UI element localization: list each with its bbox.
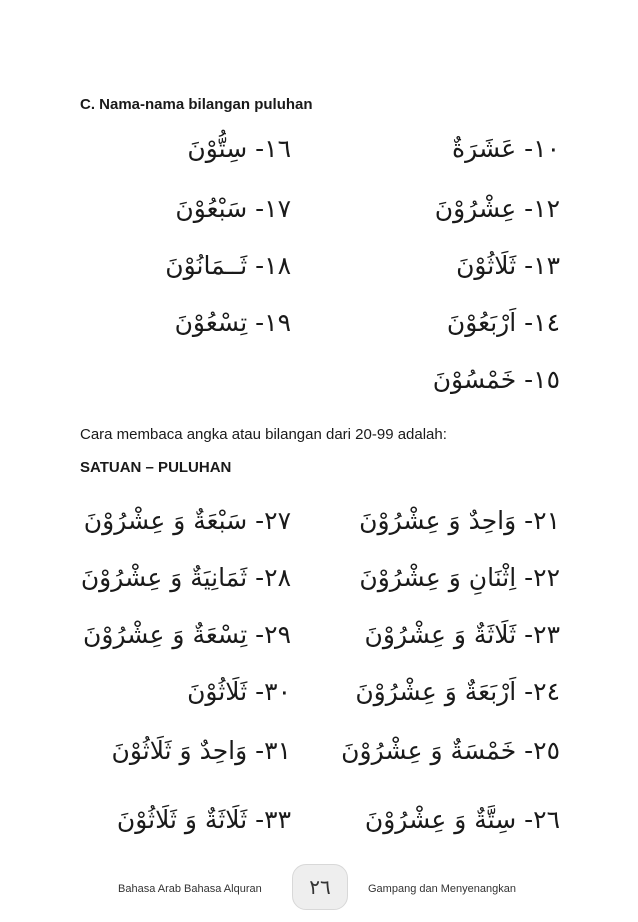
list-item: ١٩- تِسْعُوْنَ — [174, 308, 291, 337]
item-word: ثَلَاثُوْنَ — [187, 677, 248, 706]
item-word: خَمْسَةٌ وَ عِشْرُوْنَ — [341, 736, 517, 765]
item-word: ثَلَاثَةٌ وَ ثَلَاثُوْنَ — [116, 805, 248, 834]
item-word: ثَلَاثَةٌ وَ عِشْرُوْنَ — [364, 620, 517, 649]
page-number: ٢٦ — [292, 864, 348, 910]
item-number: ٢٤ — [533, 677, 560, 706]
item-word: تِسْعَةٌ وَ عِشْرُوْنَ — [83, 620, 248, 649]
item-word: وَاحِدٌ وَ عِشْرُوْنَ — [359, 506, 517, 535]
list-item: ٢٧- سَبْعَةٌ وَ عِشْرُوْنَ — [83, 506, 291, 535]
item-number: ٢٣ — [533, 620, 560, 649]
intro-text: Cara membaca angka atau bilangan dari 20-99 adalah: — [80, 426, 447, 443]
item-word: وَاحِدٌ وَ ثَلَاثُوْنَ — [111, 736, 248, 765]
item-word: اِثْنَانِ وَ عِشْرُوْنَ — [359, 563, 517, 592]
list-item: ٣٣- ثَلَاثَةٌ وَ ثَلَاثُوْنَ — [116, 805, 291, 834]
list-item: ٢٨- ثَمَانِيَةٌ وَ عِشْرُوْنَ — [80, 563, 291, 592]
item-number: ١٠ — [533, 134, 560, 163]
item-word: اَرْبَعَةٌ وَ عِشْرُوْنَ — [355, 677, 517, 706]
item-word: سِتُّوْنَ — [187, 134, 248, 163]
list-item: ٢٤- اَرْبَعَةٌ وَ عِشْرُوْنَ — [355, 677, 560, 706]
item-word: عَشَرَةٌ — [452, 134, 517, 163]
item-number: ٢٩ — [264, 620, 291, 649]
list-item: ١٨- ثَــمَانُوْنَ — [165, 251, 291, 280]
list-item: ١٤- اَرْبَعُوْنَ — [446, 308, 560, 337]
item-number: ١٦ — [264, 134, 291, 163]
item-word: سَبْعَةٌ وَ عِشْرُوْنَ — [83, 506, 248, 535]
pattern-heading: SATUAN – PULUHAN — [80, 459, 232, 476]
list-item: ٢٥- خَمْسَةٌ وَ عِشْرُوْنَ — [341, 736, 560, 765]
list-item: ١٠- عَشَرَةٌ — [452, 134, 560, 163]
list-item: ٢٦- سِتَّةٌ وَ عِشْرُوْنَ — [364, 805, 560, 834]
item-number: ١٢ — [533, 194, 560, 223]
item-number: ٣٠ — [264, 677, 291, 706]
item-number: ٢٨ — [264, 563, 291, 592]
item-word: ثَلَاثُوْنَ — [456, 251, 517, 280]
list-item: ١٢- عِشْرُوْنَ — [434, 194, 560, 223]
item-word: خَمْسُوْنَ — [432, 365, 517, 394]
list-item: ٣٠- ثَلَاثُوْنَ — [187, 677, 291, 706]
list-item: ٢١- وَاحِدٌ وَ عِشْرُوْنَ — [359, 506, 560, 535]
item-word: ثَمَانِيَةٌ وَ عِشْرُوْنَ — [80, 563, 248, 592]
list-item: ٢٢- اِثْنَانِ وَ عِشْرُوْنَ — [359, 563, 560, 592]
list-item: ١٧- سَبْعُوْنَ — [175, 194, 291, 223]
item-number: ٢٦ — [533, 805, 560, 834]
item-number: ١٨ — [264, 251, 291, 280]
item-number: ١٤ — [533, 308, 560, 337]
item-number: ٣٣ — [264, 805, 291, 834]
item-number: ٣١ — [264, 736, 291, 765]
list-item: ١٣- ثَلَاثُوْنَ — [456, 251, 560, 280]
item-word: تِسْعُوْنَ — [174, 308, 248, 337]
section-heading: C. Nama-nama bilangan puluhan — [80, 96, 313, 113]
list-item: ١٦- سِتُّوْنَ — [187, 134, 291, 163]
list-item: ٢٩- تِسْعَةٌ وَ عِشْرُوْنَ — [83, 620, 291, 649]
item-word: عِشْرُوْنَ — [434, 194, 517, 223]
item-number: ٢٧ — [264, 506, 291, 535]
item-number: ١٣ — [533, 251, 560, 280]
item-number: ١٩ — [264, 308, 291, 337]
item-number: ٢١ — [533, 506, 560, 535]
item-number: ٢٢ — [533, 563, 560, 592]
footer-right-text: Gampang dan Menyenangkan — [368, 883, 516, 895]
item-word: اَرْبَعُوْنَ — [446, 308, 517, 337]
item-word: سَبْعُوْنَ — [175, 194, 248, 223]
item-number: ٢٥ — [533, 736, 560, 765]
list-item: ٢٣- ثَلَاثَةٌ وَ عِشْرُوْنَ — [364, 620, 560, 649]
item-word: سِتَّةٌ وَ عِشْرُوْنَ — [364, 805, 517, 834]
item-number: ١٧ — [264, 194, 291, 223]
footer-left-text: Bahasa Arab Bahasa Alquran — [118, 883, 262, 895]
list-item: ١٥- خَمْسُوْنَ — [432, 365, 560, 394]
list-item: ٣١- وَاحِدٌ وَ ثَلَاثُوْنَ — [111, 736, 291, 765]
item-word: ثَــمَانُوْنَ — [165, 251, 248, 280]
item-number: ١٥ — [533, 365, 560, 394]
